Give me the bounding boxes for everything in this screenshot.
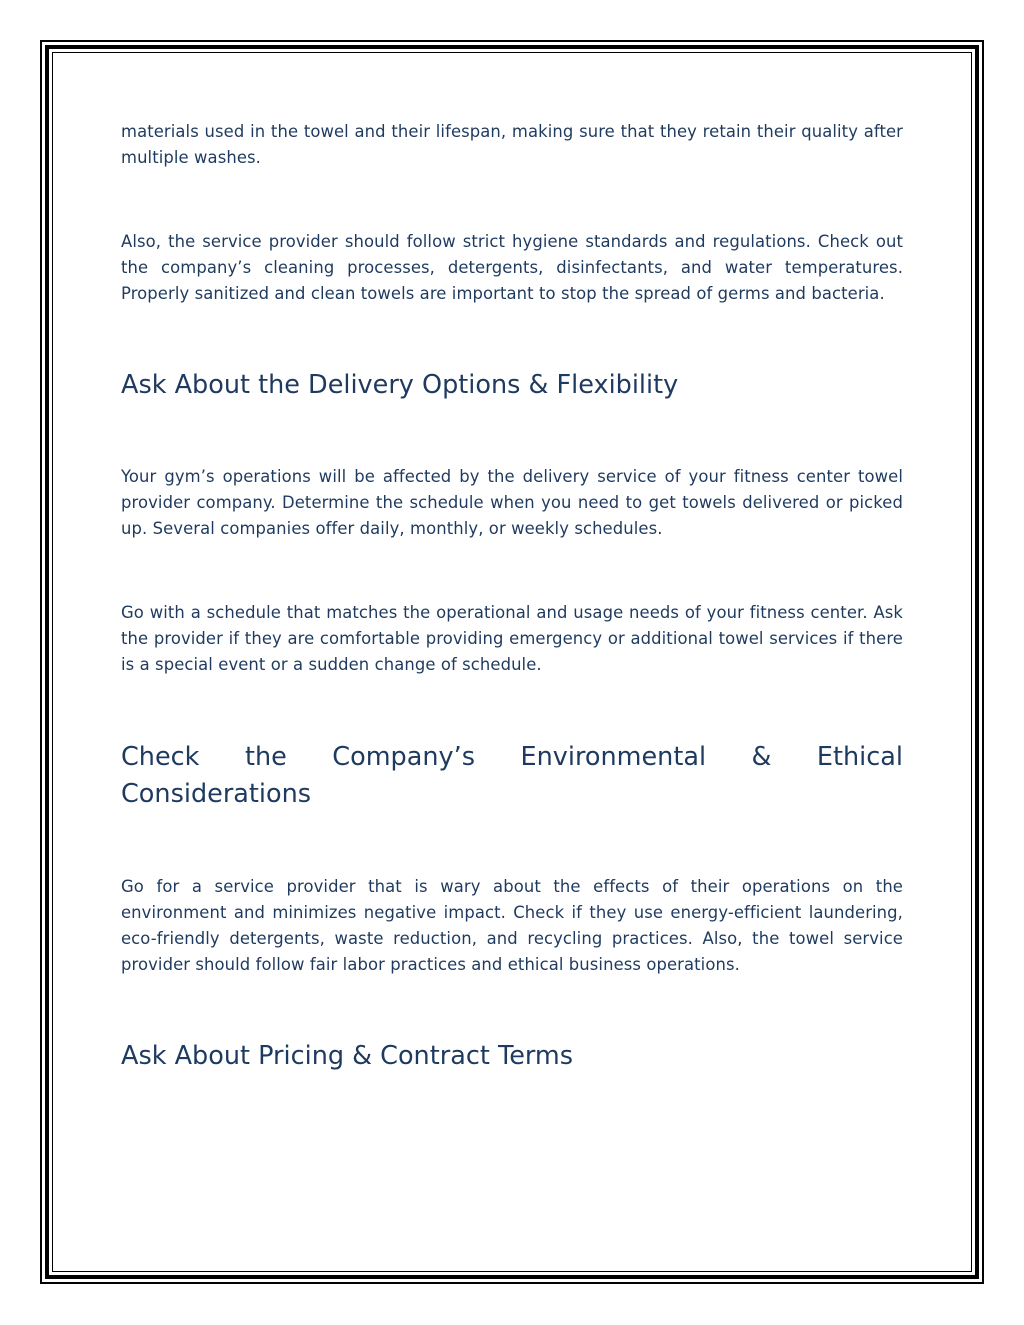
paragraph-towel-materials: materials used in the towel and their lifespan, making sure that they retain their quality after multiple washes. [121,122,903,167]
heading-environmental-ethical: Check the Company’s Environmental & Ethical Considerations [121,742,903,809]
document-body [121,119,903,1075]
paragraph-hygiene-standards: Also, the service provider should follow strict hygiene standards and regulations. Check out the company’s cleaning processes, detergents, disinfectants, and water temperatures. Properly sanitized and clean towels are important to stop the spread of germs and bacteria. [121,232,903,303]
paragraph-schedule-match: Go with a schedule that matches the operational and usage needs of your fitness center. Ask the provider if they are comfortable providing emergency or additional towel services if there is a special event or a sudden change of schedule. [121,603,903,674]
heading-delivery-options: Ask About the Delivery Options & Flexibility [121,370,679,400]
heading-pricing-contract: Ask About Pricing & Contract Terms [121,1041,574,1071]
paragraph-environment-impact: Go for a service provider that is wary about the effects of their operations on the environment and minimizes negative impact. Check if they use energy-efficient laundering, eco-friendly detergents, waste reduction, and recycling practices. Also, the towel service provider should follow fair labor practices and ethical business operations. [121,877,903,974]
paragraph-delivery-service: Your gym’s operations will be affected by the delivery service of your fitness center towel provider company. Determine the schedule when you need to get towels delivered or picked up. Several companies offer daily, monthly, or weekly schedules. [121,467,903,538]
